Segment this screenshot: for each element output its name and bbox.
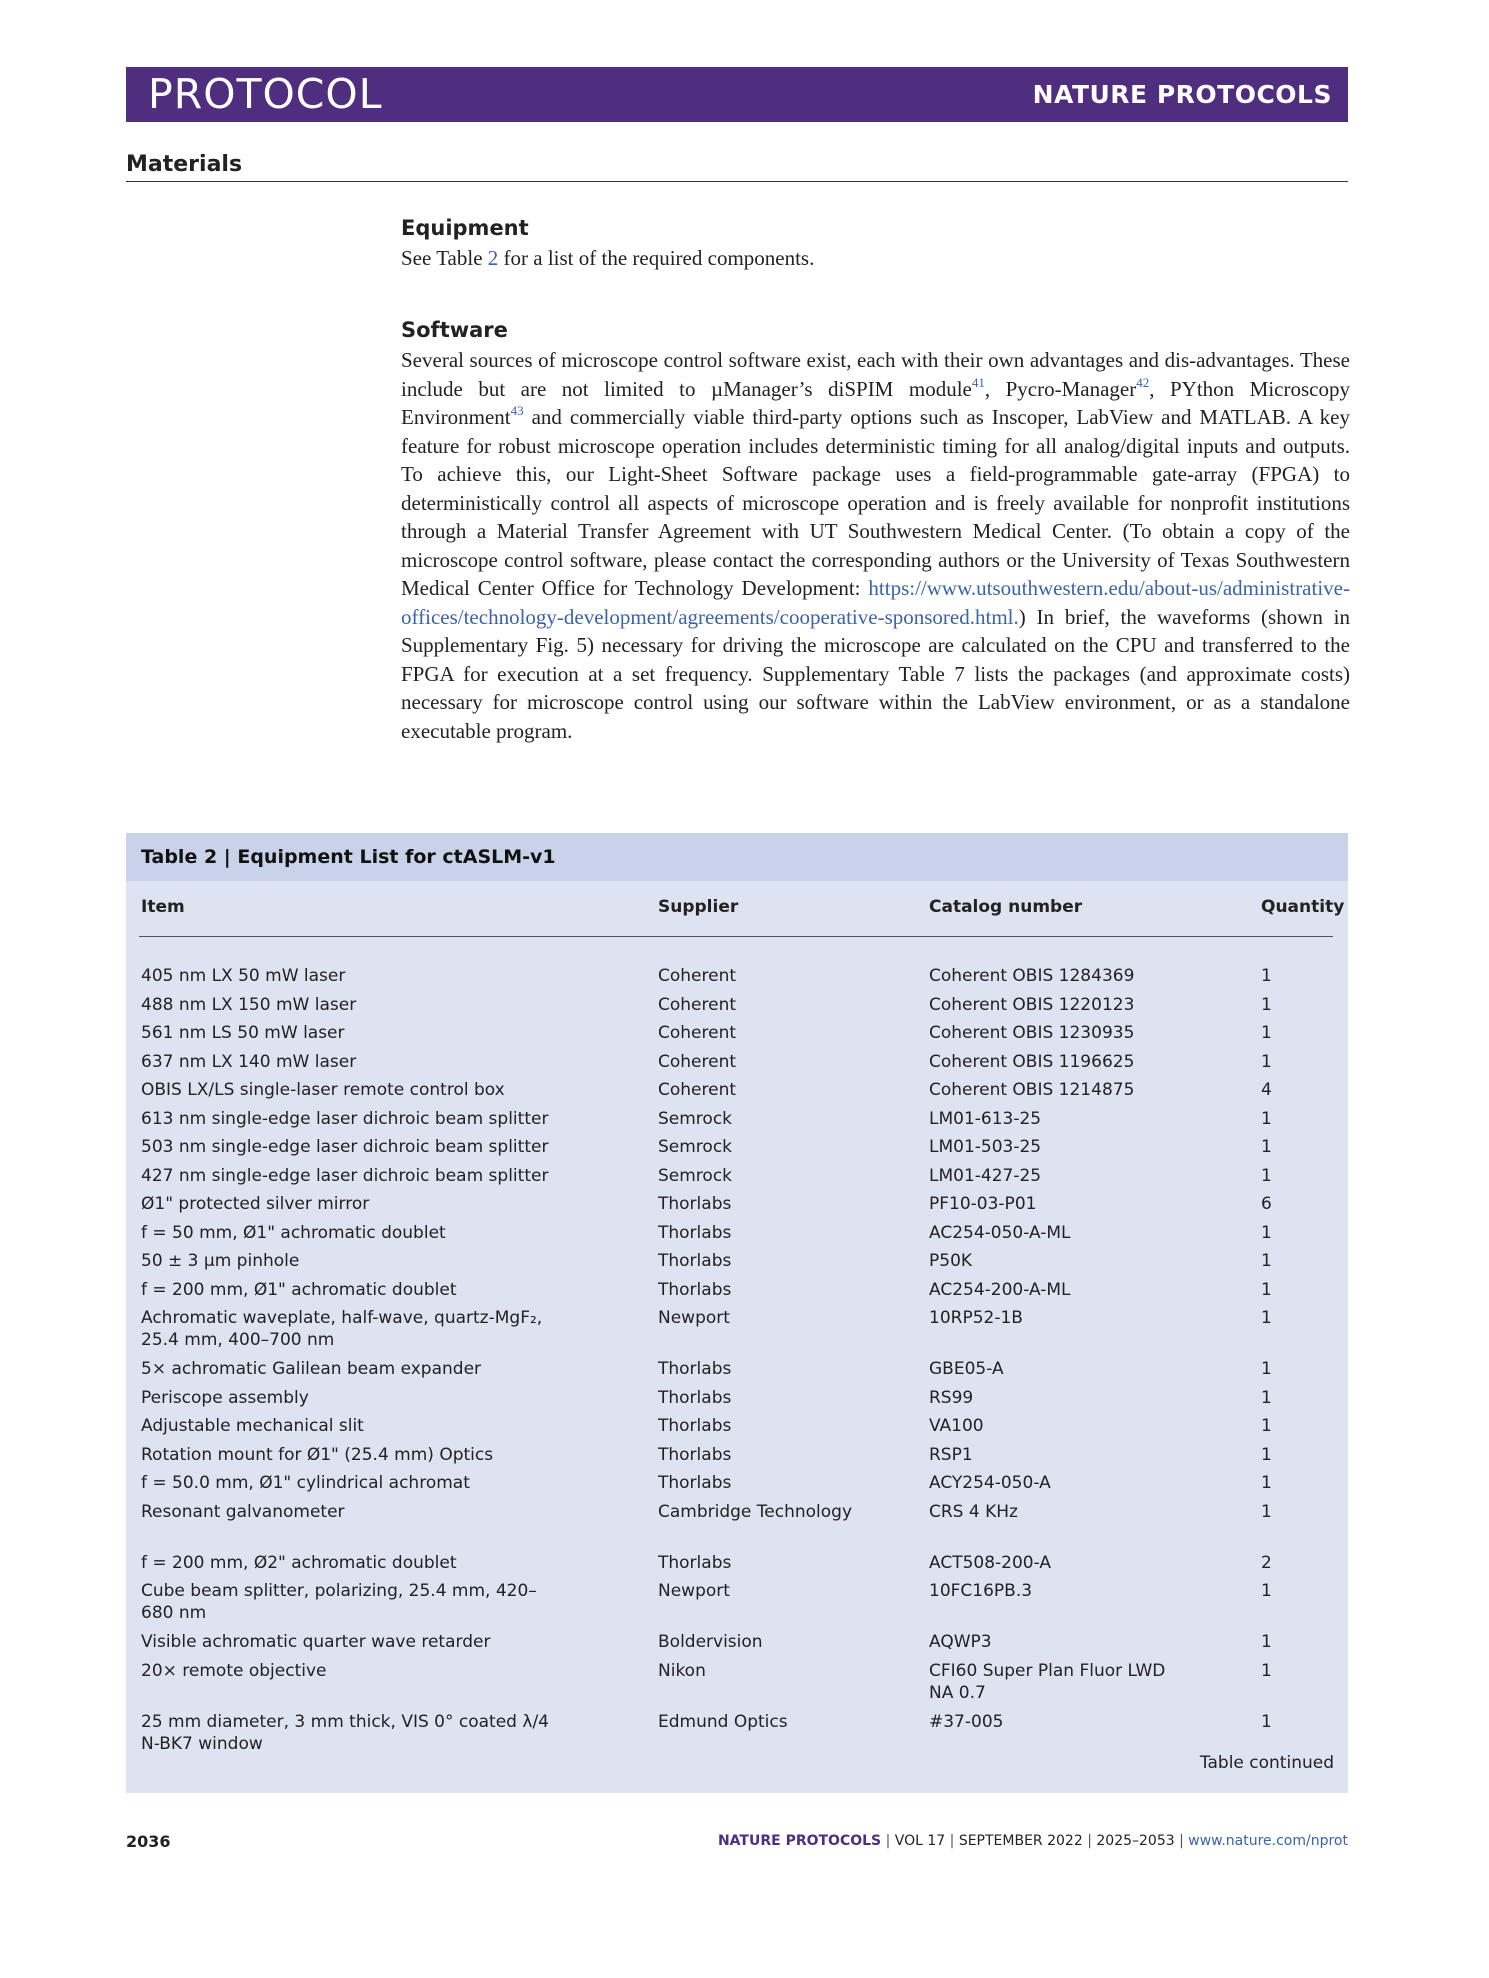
cell-supplier: Coherent bbox=[658, 1023, 737, 1043]
footer-citation: NATURE PROTOCOLS | VOL 17 | SEPTEMBER 2022 | 2025–2053 | www.nature.com/nprot bbox=[717, 1833, 1348, 1849]
cell-quantity: 1 bbox=[1261, 1711, 1272, 1732]
column-header-quantity: Quantity bbox=[1261, 897, 1345, 917]
cell-catalog: P50K bbox=[929, 1251, 973, 1271]
cell-quantity: 2 bbox=[1261, 1552, 1272, 1573]
table-row bbox=[126, 1444, 1348, 1473]
equipment-paragraph: See Table 2 for a list of the required components. bbox=[401, 246, 815, 270]
column-header-supplier: Supplier bbox=[658, 897, 739, 917]
cell-supplier: Thorlabs bbox=[658, 1194, 732, 1214]
cell-supplier: Boldervision bbox=[658, 1632, 763, 1652]
cell-supplier: Thorlabs bbox=[658, 1387, 732, 1408]
ref-43-link[interactable]: 43 bbox=[510, 403, 524, 418]
table-row bbox=[126, 1250, 1348, 1279]
table-row bbox=[126, 1415, 1348, 1444]
cell-supplier: Coherent bbox=[658, 966, 737, 986]
cell-quantity: 1 bbox=[1261, 1308, 1272, 1328]
cell-supplier: Thorlabs bbox=[658, 1359, 732, 1379]
cell-supplier: Newport bbox=[658, 1308, 730, 1328]
table-row bbox=[126, 1387, 1348, 1416]
cell-supplier: Thorlabs bbox=[658, 1444, 732, 1465]
cell-supplier: Coherent bbox=[658, 994, 737, 1015]
column-header-item: Item bbox=[141, 897, 185, 917]
table-row bbox=[126, 1580, 1348, 1631]
page-number: 2036 bbox=[126, 1832, 171, 1851]
cell-item: 613 nm single-edge laser dichroic beam splitter bbox=[141, 1108, 549, 1129]
cell-item: 20× remote objective bbox=[141, 1660, 327, 1681]
cell-item: 427 nm single-edge laser dichroic beam splitter bbox=[141, 1165, 549, 1186]
table-title-band bbox=[126, 833, 1348, 881]
cell-item: f = 50 mm, Ø1" achromatic doublet bbox=[141, 1222, 446, 1243]
cell-item: OBIS LX/LS single-laser remote control box bbox=[141, 1080, 505, 1100]
cell-quantity: 1 bbox=[1261, 1501, 1272, 1522]
table-row bbox=[126, 1279, 1348, 1308]
footer-pages: 2025–2053 bbox=[1096, 1833, 1175, 1849]
cell-item: Rotation mount for Ø1" (25.4 mm) Optics bbox=[141, 1444, 494, 1465]
cell-catalog: 10RP52-1B bbox=[929, 1308, 1023, 1328]
cell-item: f = 50.0 mm, Ø1" cylindrical achromat bbox=[141, 1473, 470, 1493]
cell-catalog: RS99 bbox=[929, 1387, 974, 1408]
table-row bbox=[126, 1222, 1348, 1251]
cell-supplier: Thorlabs bbox=[658, 1416, 732, 1436]
table-title: Table 2 | Equipment List for ctASLM-v1 bbox=[141, 846, 556, 868]
cell-catalog: VA100 bbox=[929, 1416, 984, 1436]
cell-item: 488 nm LX 150 mW laser bbox=[141, 994, 357, 1015]
cell-supplier: Thorlabs bbox=[658, 1552, 732, 1573]
cell-item: Adjustable mechanical slit bbox=[141, 1416, 364, 1436]
cell-catalog: AQWP3 bbox=[929, 1632, 992, 1652]
cell-supplier: Thorlabs bbox=[658, 1222, 732, 1243]
cell-quantity: 1 bbox=[1261, 1581, 1272, 1601]
cell-item: 405 nm LX 50 mW laser bbox=[141, 966, 346, 986]
table-continued-note: Table continued bbox=[1199, 1753, 1334, 1773]
materials-rule bbox=[126, 181, 1348, 182]
cell-quantity: 1 bbox=[1261, 1023, 1272, 1043]
footer-volume: VOL 17 bbox=[894, 1833, 946, 1849]
cell-quantity: 1 bbox=[1261, 994, 1272, 1015]
cell-item: Ø1" protected silver mirror bbox=[141, 1194, 370, 1214]
cell-catalog: #37-005 bbox=[929, 1711, 1004, 1732]
cell-catalog: AC254-050-A-ML bbox=[929, 1222, 1071, 1243]
cell-item: Periscope assembly bbox=[141, 1387, 309, 1408]
cell-quantity: 1 bbox=[1261, 1279, 1272, 1300]
cell-catalog: CRS 4 KHz bbox=[929, 1501, 1018, 1522]
utsw-license-link[interactable]: https://www.utsouthwestern.edu/about-us/administrative-offices/technology-development/agreements/cooperative-sponsored.html. bbox=[401, 576, 1350, 629]
table-row bbox=[126, 1022, 1348, 1051]
table-row bbox=[126, 1552, 1348, 1581]
cell-item: 50 ± 3 µm pinhole bbox=[141, 1251, 300, 1271]
cell-catalog: PF10-03-P01 bbox=[929, 1194, 1037, 1214]
cell-quantity: 1 bbox=[1261, 1416, 1272, 1436]
table-row bbox=[126, 1307, 1348, 1358]
cell-catalog: 10FC16PB.3 bbox=[929, 1581, 1033, 1601]
cell-supplier: Edmund Optics bbox=[658, 1711, 788, 1732]
materials-heading: Materials bbox=[126, 152, 243, 177]
journal-label: NATURE PROTOCOLS bbox=[1032, 80, 1332, 109]
cell-supplier: Semrock bbox=[658, 1108, 733, 1129]
table-row bbox=[126, 1051, 1348, 1080]
cell-catalog: ACT508-200-A bbox=[929, 1552, 1052, 1573]
table-row bbox=[126, 1501, 1348, 1552]
cell-catalog: LM01-613-25 bbox=[929, 1108, 1042, 1129]
cell-item: 503 nm single-edge laser dichroic beam splitter bbox=[141, 1137, 549, 1157]
cell-quantity: 1 bbox=[1261, 1359, 1272, 1379]
cell-item: Cube beam splitter, polarizing, 25.4 mm, 420–680 nm bbox=[141, 1581, 537, 1623]
cell-catalog: LM01-503-25 bbox=[929, 1137, 1042, 1157]
cell-catalog: Coherent OBIS 1230935 bbox=[929, 1023, 1135, 1043]
table-row bbox=[126, 965, 1348, 994]
equipment-heading: Equipment bbox=[401, 216, 529, 240]
cell-catalog: LM01-427-25 bbox=[929, 1165, 1042, 1186]
cell-quantity: 1 bbox=[1261, 1108, 1272, 1129]
cell-quantity: 1 bbox=[1261, 1444, 1272, 1465]
cell-quantity: 1 bbox=[1261, 1137, 1272, 1157]
cell-quantity: 1 bbox=[1261, 1051, 1272, 1072]
section-label: PROTOCOL bbox=[148, 70, 383, 118]
cell-supplier: Thorlabs bbox=[658, 1279, 732, 1300]
cell-quantity: 1 bbox=[1261, 1387, 1272, 1408]
table-body bbox=[126, 965, 1348, 1762]
cell-item: f = 200 mm, Ø1" achromatic doublet bbox=[141, 1279, 457, 1300]
cell-supplier: Cambridge Technology bbox=[658, 1501, 853, 1522]
cell-item: 5× achromatic Galilean beam expander bbox=[141, 1359, 482, 1379]
table-row bbox=[126, 1711, 1348, 1762]
cell-supplier: Thorlabs bbox=[658, 1251, 732, 1271]
footer-journal: NATURE PROTOCOLS bbox=[717, 1833, 882, 1849]
table-row bbox=[126, 1358, 1348, 1387]
cell-item: f = 200 mm, Ø2" achromatic doublet bbox=[141, 1552, 457, 1573]
cell-item: Resonant galvanometer bbox=[141, 1501, 345, 1522]
table-row bbox=[126, 1193, 1348, 1222]
table-row bbox=[126, 1136, 1348, 1165]
footer-url-link[interactable]: www.nature.com/nprot bbox=[1188, 1833, 1348, 1849]
equipment-table bbox=[126, 833, 1348, 1793]
table-row bbox=[126, 1472, 1348, 1501]
cell-supplier: Coherent bbox=[658, 1080, 737, 1100]
cell-item: Achromatic waveplate, half-wave, quartz-MgF₂, 25.4 mm, 400–700 nm bbox=[141, 1308, 543, 1350]
cell-quantity: 1 bbox=[1261, 1632, 1272, 1652]
cell-catalog: Coherent OBIS 1214875 bbox=[929, 1080, 1135, 1100]
cell-item: 25 mm diameter, 3 mm thick, VIS 0° coated λ/4 N-BK7 window bbox=[141, 1711, 549, 1754]
ref-42-link[interactable]: 42 bbox=[1136, 374, 1150, 390]
table-header-rule bbox=[139, 936, 1333, 937]
cell-catalog: RSP1 bbox=[929, 1444, 973, 1465]
table-row bbox=[126, 1079, 1348, 1108]
table-2-link[interactable]: 2 bbox=[487, 246, 499, 270]
cell-catalog: Coherent OBIS 1220123 bbox=[929, 994, 1135, 1015]
ref-41-link[interactable]: 41 bbox=[971, 374, 985, 390]
column-header-catalog: Catalog number bbox=[929, 897, 1083, 917]
cell-quantity: 6 bbox=[1261, 1194, 1272, 1214]
cell-supplier: Semrock bbox=[658, 1165, 733, 1186]
cell-item: 637 nm LX 140 mW laser bbox=[141, 1051, 357, 1072]
cell-quantity: 1 bbox=[1261, 1660, 1272, 1681]
cell-quantity: 4 bbox=[1261, 1080, 1272, 1100]
cell-catalog: Coherent OBIS 1284369 bbox=[929, 966, 1135, 986]
cell-catalog: ACY254-050-A bbox=[929, 1473, 1051, 1493]
cell-catalog: AC254-200-A-ML bbox=[929, 1279, 1071, 1300]
cell-supplier: Newport bbox=[658, 1581, 730, 1601]
cell-quantity: 1 bbox=[1261, 1473, 1272, 1493]
cell-catalog: Coherent OBIS 1196625 bbox=[929, 1051, 1135, 1072]
cell-quantity: 1 bbox=[1261, 1165, 1272, 1186]
cell-quantity: 1 bbox=[1261, 1222, 1272, 1243]
header-bar bbox=[126, 67, 1348, 122]
cell-supplier: Nikon bbox=[658, 1660, 706, 1681]
cell-catalog: CFI60 Super Plan Fluor LWD NA 0.7 bbox=[929, 1660, 1166, 1703]
table-row bbox=[126, 1108, 1348, 1137]
cell-quantity: 1 bbox=[1261, 1251, 1272, 1271]
cell-item: Visible achromatic quarter wave retarder bbox=[141, 1632, 491, 1652]
cell-supplier: Thorlabs bbox=[658, 1473, 732, 1493]
table-row bbox=[126, 994, 1348, 1023]
cell-quantity: 1 bbox=[1261, 966, 1272, 986]
software-paragraph: Several sources of microscope control software exist, each with their own advantages and dis-advantages. These include but are not limited to µManager’s diSPIM module$^{41}$, Pycro-Manager$^{42}$, PYthon Microscopy Environment$^{43}$ and commercially viable third-party options such as Inscoper, LabView and MATLAB. A key feature for robust microscope operation includes deterministic timing for all analog/digital inputs and outputs. To achieve this, our Light-Sheet Software package uses a field-programmable gate-array (FPGA) to deterministically control all aspects of microscope operation and is freely available for nonprofit institutions through a Material Transfer Agreement with UT Southwestern Medical Center. (To obtain a copy of the microscope control software, please contact the corresponding authors or the University of Texas Southwestern Medical Center Office for Technology Development: https://www.utsouthwestern.edu/about-us/administrative-offices/technology-development/agreements/cooperative-sponsored.html.) In brief, the waveforms (shown in Supplementary Fig. 5) necessary for driving the microscope are calculated on the CPU and transferred to the FPGA for execution at a set frequency. Supplementary Table 7 lists the packages (and approximate costs) necessary for microscope control using our software within the LabView environment, or as a standalone executable program. bbox=[401, 348, 1350, 743]
footer-date: SEPTEMBER 2022 bbox=[958, 1833, 1083, 1849]
cell-item: 561 nm LS 50 mW laser bbox=[141, 1023, 345, 1043]
table-row bbox=[126, 1631, 1348, 1660]
cell-catalog: GBE05-A bbox=[929, 1359, 1004, 1379]
table-row bbox=[126, 1660, 1348, 1711]
software-heading: Software bbox=[401, 318, 508, 342]
table-row bbox=[126, 1165, 1348, 1194]
cell-supplier: Semrock bbox=[658, 1137, 733, 1157]
cell-supplier: Coherent bbox=[658, 1051, 737, 1072]
